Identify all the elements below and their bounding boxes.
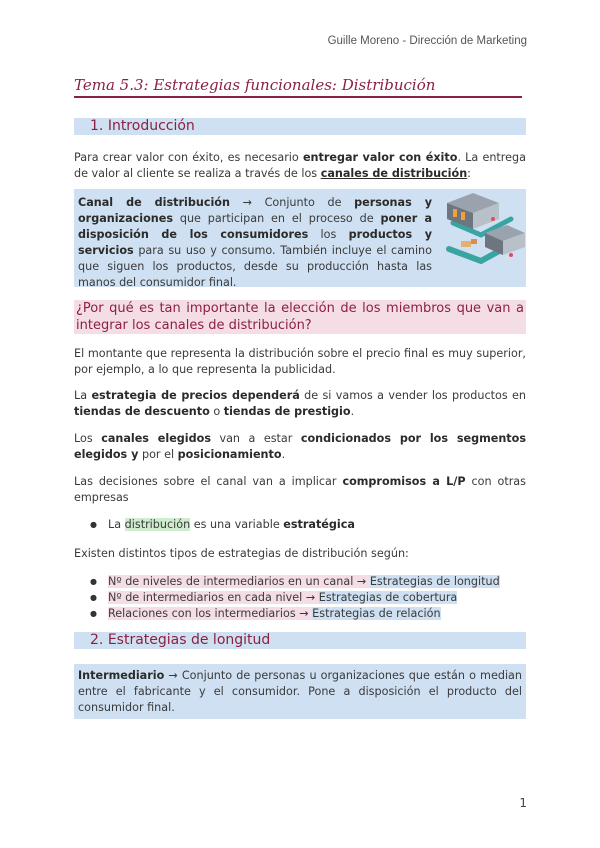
paragraph-decisiones: Las decisiones sobre el canal van a implicar compromisos a L/P con otras empresas xyxy=(74,475,526,504)
canal-definition-box xyxy=(74,189,436,287)
strategy-list xyxy=(90,574,530,622)
intermediario-definition-box xyxy=(74,664,526,719)
section-heading-estrategias-longitud xyxy=(74,632,526,649)
question-highlight: ¿Por qué es tan importante la elección de los miembros que van a integrar los canales de distribución? xyxy=(76,301,524,333)
list-item: ● Relaciones con los intermediarios → Estrategias de relación xyxy=(90,606,530,622)
section-label: Estrategias de longitud xyxy=(107,632,271,648)
section-label: Introducción xyxy=(107,118,195,134)
section-heading-introduccion xyxy=(74,118,526,135)
paragraph-canales: Los canales elegidos van a estar condicionados por los segmentos elegidos y por el posicionamiento. xyxy=(74,432,526,461)
page-header: Guille Moreno - Dirección de Marketing xyxy=(327,35,527,47)
section-number: 2. xyxy=(90,632,104,648)
list-item: ● Nº de niveles de intermediarios en un canal → Estrategias de longitud xyxy=(90,574,530,590)
document-title: Tema 5.3: Estrategias funcionales: Distribución xyxy=(74,76,522,98)
intermediario-definition-text: Intermediario → Conjunto de personas u organizaciones que están o median entre el fabricante y el consumidor. Pone a disposición el producto del consumidor final. xyxy=(78,669,522,714)
warehouse-illustration xyxy=(441,189,527,267)
bullet-list-distribucion xyxy=(90,517,530,533)
list-item: ● Nº de intermediarios en cada nivel → Estrategias de cobertura xyxy=(90,590,530,606)
paragraph-montante: El montante que representa la distribución sobre el precio final es muy superior, por ejemplo, a lo que representa la publicidad. xyxy=(74,347,526,376)
page-number: 1 xyxy=(519,796,527,810)
paragraph-tipos: Existen distintos tipos de estrategias de distribución según: xyxy=(74,547,409,560)
canal-definition-text: Canal de distribución → Conjunto de personas y organizaciones que participan en el proceso de poner a disposición de los consumidores los productos y servicios para su uso y consumo. También incluye el camino que siguen los productos, desde su producción hasta las manos del consumidor final. xyxy=(78,196,433,289)
section-number: 1. xyxy=(90,118,104,134)
paragraph-precios: La estrategia de precios dependerá de si vamos a vender los productos en tiendas de descuento o tiendas de prestigio. xyxy=(74,389,526,418)
list-item: ● La distribución es una variable estratégica xyxy=(90,517,530,533)
intro-paragraph: Para crear valor con éxito, es necesario entregar valor con éxito. La entrega de valor al cliente se realiza a través de los canales de distribución: xyxy=(74,151,526,180)
